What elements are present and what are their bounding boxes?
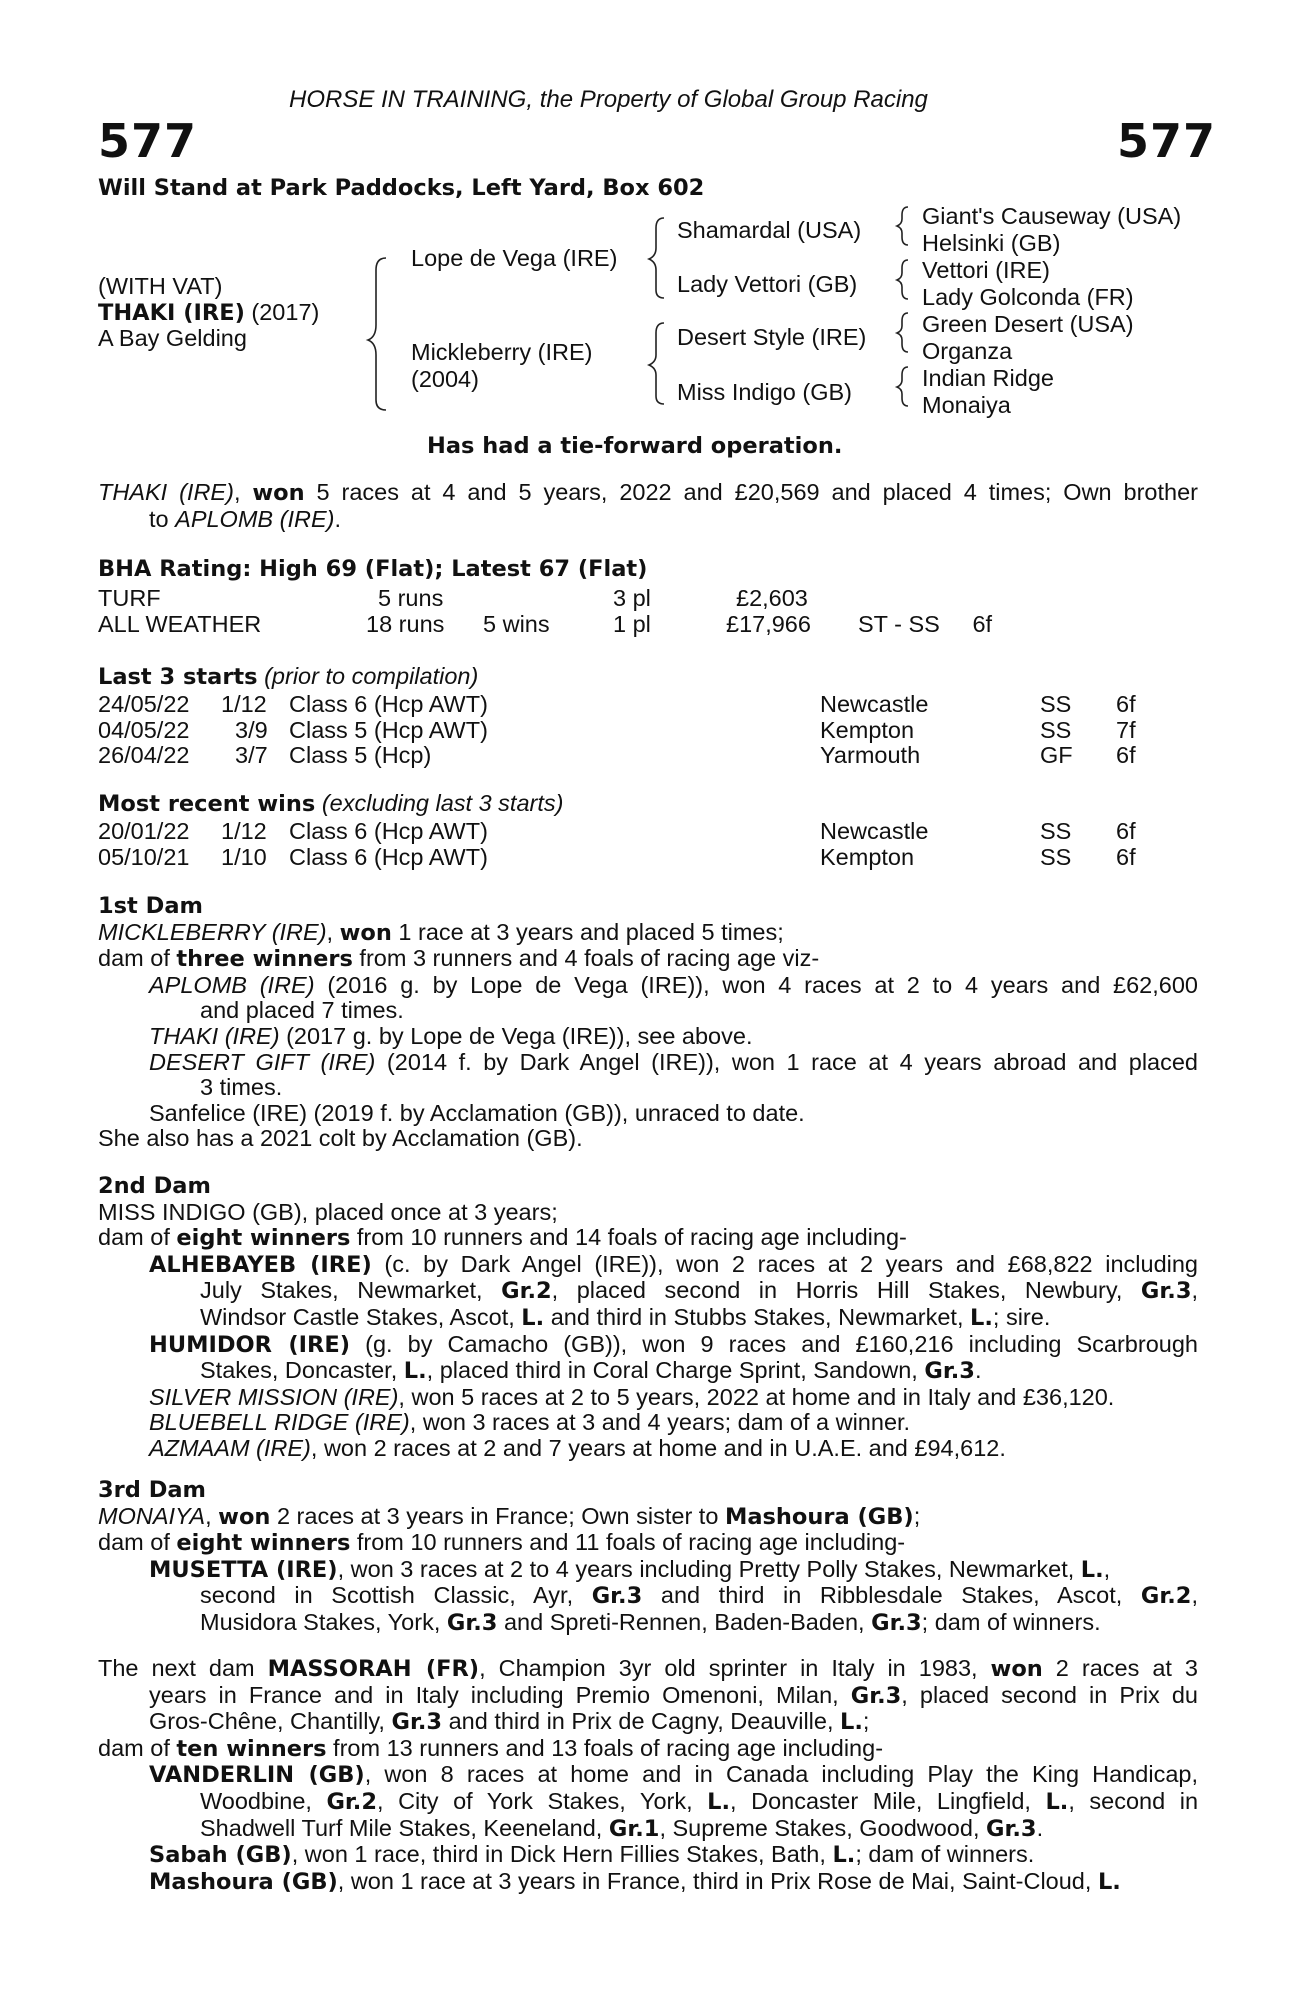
rating-heading: BHA Rating: High 69 (Flat); Latest 67 (Flat) — [98, 556, 648, 582]
gen3-3: Vettori (IRE) — [922, 257, 1050, 283]
gen3-1: Giant's Causeway (USA) — [922, 203, 1182, 229]
dam-sire: Desert Style (IRE) — [677, 324, 867, 350]
brace-dam — [649, 323, 664, 404]
summary-line-2: to APLOMB (IRE). — [149, 505, 341, 532]
sire-sire: Shamardal (USA) — [677, 217, 862, 243]
last3-heading: Last 3 starts (prior to compilation) — [98, 663, 479, 690]
horse-description: A Bay Gelding — [98, 325, 247, 351]
brace-sire — [649, 218, 664, 298]
first-dam: 1st Dam MICKLEBERRY (IRE), won 1 race at 3 years and placed 5 times; dam of three winners from 3 runners and 4 foals of racing age viz- APLOMB (IRE) (2016 g. by Lope de Vega (IRE)), won 4 races at 2 to 4 years and £62,600 and placed 7 times. THAKI (IRE) (2017 g. by Lope de Vega (IRE)), see above. DESERT GIFT (IRE) (2014 f. by Dark Angel (IRE)), won 1 race at 4 years abroad and placed 3 times. Sanfelice (IRE) (2019 f. by Acclamation (GB)), unraced to date. She also has a 2021 colt by Acclamation (GB). — [98, 893, 1198, 1152]
horse-name: THAKI (IRE) — [98, 300, 245, 326]
gen3-8: Monaiya — [922, 392, 1011, 418]
third-dam-heading: 3rd Dam — [98, 1477, 206, 1503]
gen3-4: Lady Golconda (FR) — [922, 284, 1134, 310]
summary — [98, 480, 1198, 532]
vat-note: (WITH VAT) — [98, 273, 223, 299]
second-dam-heading: 2nd Dam — [98, 1173, 211, 1199]
catalogue-title: HORSE IN TRAINING, the Property of Global Group Racing — [289, 86, 928, 113]
brace-desert-style — [897, 313, 908, 352]
gen3-6: Organza — [922, 338, 1013, 364]
gen3-2: Helsinki (GB) — [922, 230, 1061, 256]
first-dam-heading: 1st Dam — [98, 893, 203, 919]
horse-year: (2017) — [251, 299, 320, 325]
summary-line-1: THAKI (IRE), won 5 races at 4 and 5 years, 2022 and £20,569 and placed 4 times; Own brother — [98, 479, 1198, 506]
lot-number-left: 577 — [98, 114, 198, 168]
operation-note: Has had a tie-forward operation. — [427, 433, 843, 459]
second-dam: 2nd Dam MISS INDIGO (GB), placed once at 3 years; dam of eight winners from 10 runners and 14 foals of racing age including- ALHEBAYEB (IRE) (c. by Dark Angel (IRE)), won 2 races at 2 years and £68,822 including July Stakes, Newmarket, Gr.2, placed second in Horris Hill Stakes, Newbury, Gr.3, Windsor Castle Stakes, Ascot, L. and third in Stubbs Stakes, Newmarket, L.; sire. HUMIDOR (IRE) (g. by Camacho (GB)), won 9 races and £160,216 including Scarbrough Stakes, Doncaster, L., placed third in Coral Charge Sprint, Sandown, Gr.3. SILVER MISSION (IRE), won 5 races at 2 to 5 years, 2022 at home and in Italy and £36,120. BLUEBELL RIDGE (IRE), won 3 races at 3 and 4 years; dam of a winner. AZMAAM (IRE), won 2 races at 2 and 7 years at home and in U.A.E. and £94,612. — [98, 1173, 1199, 1461]
dam-name: Mickleberry (IRE) — [411, 339, 593, 365]
stand-location: Will Stand at Park Paddocks, Left Yard, Box 602 — [98, 175, 705, 201]
next-dam: The next dam MASSORAH (FR), Champion 3yr old sprinter in Italy in 1983, won 2 races at 3 years in France and in Italy including Premio Omenoni, Milan, Gr.3, placed second in Prix du Gros-Chêne, Chantilly, Gr.3 and third in Prix de Cagny, Deauville, L.; dam of ten winners from 13 runners and 13 foals of racing age including- VANDERLIN (GB), won 8 races at home and in Canada including Play the King Handicap, Woodbine, Gr.2, City of York Stakes, York, L., Doncaster Mile, Lingfield, L., second in Shadwell Turf Mile Stakes, Keeneland, Gr.1, Supreme Stakes, Goodwood, Gr.3. Sabah (GB), won 1 race, third in Dick Hern Fillies Stakes, Bath, L.; dam of winners. Mashoura (GB), won 1 race at 3 years in France, third in Prix Rose de Mai, Saint-Cloud, L. — [98, 1655, 1199, 1895]
brace-gen1 — [368, 258, 386, 410]
sire: Lope de Vega (IRE) — [411, 245, 618, 271]
brace-miss-indigo — [897, 367, 908, 406]
gen3-5: Green Desert (USA) — [922, 311, 1134, 337]
sire-dam: Lady Vettori (GB) — [677, 271, 858, 297]
brace-lady-vettori — [897, 260, 908, 299]
dam-dam: Miss Indigo (GB) — [677, 379, 852, 405]
lot-number-right: 577 — [1117, 114, 1217, 168]
recent-heading: Most recent wins (excluding last 3 starts) — [98, 790, 564, 817]
dam-year: (2004) — [411, 366, 479, 392]
brace-shamardal — [897, 207, 908, 245]
third-dam: 3rd Dam MONAIYA, won 2 races at 3 years in France; Own sister to Mashoura (GB); dam of eight winners from 10 runners and 11 foals of racing age including- MUSETTA (IRE), won 3 races at 2 to 4 years including Pretty Polly Stakes, Newmarket, L., second in Scottish Classic, Ayr, Gr.3 and third in Ribblesdale Stakes, Ascot, Gr.2, Musidora Stakes, York, Gr.3 and Spreti-Rennen, Baden-Baden, Gr.3; dam of winners. — [98, 1477, 1198, 1636]
gen3-7: Indian Ridge — [922, 365, 1054, 391]
